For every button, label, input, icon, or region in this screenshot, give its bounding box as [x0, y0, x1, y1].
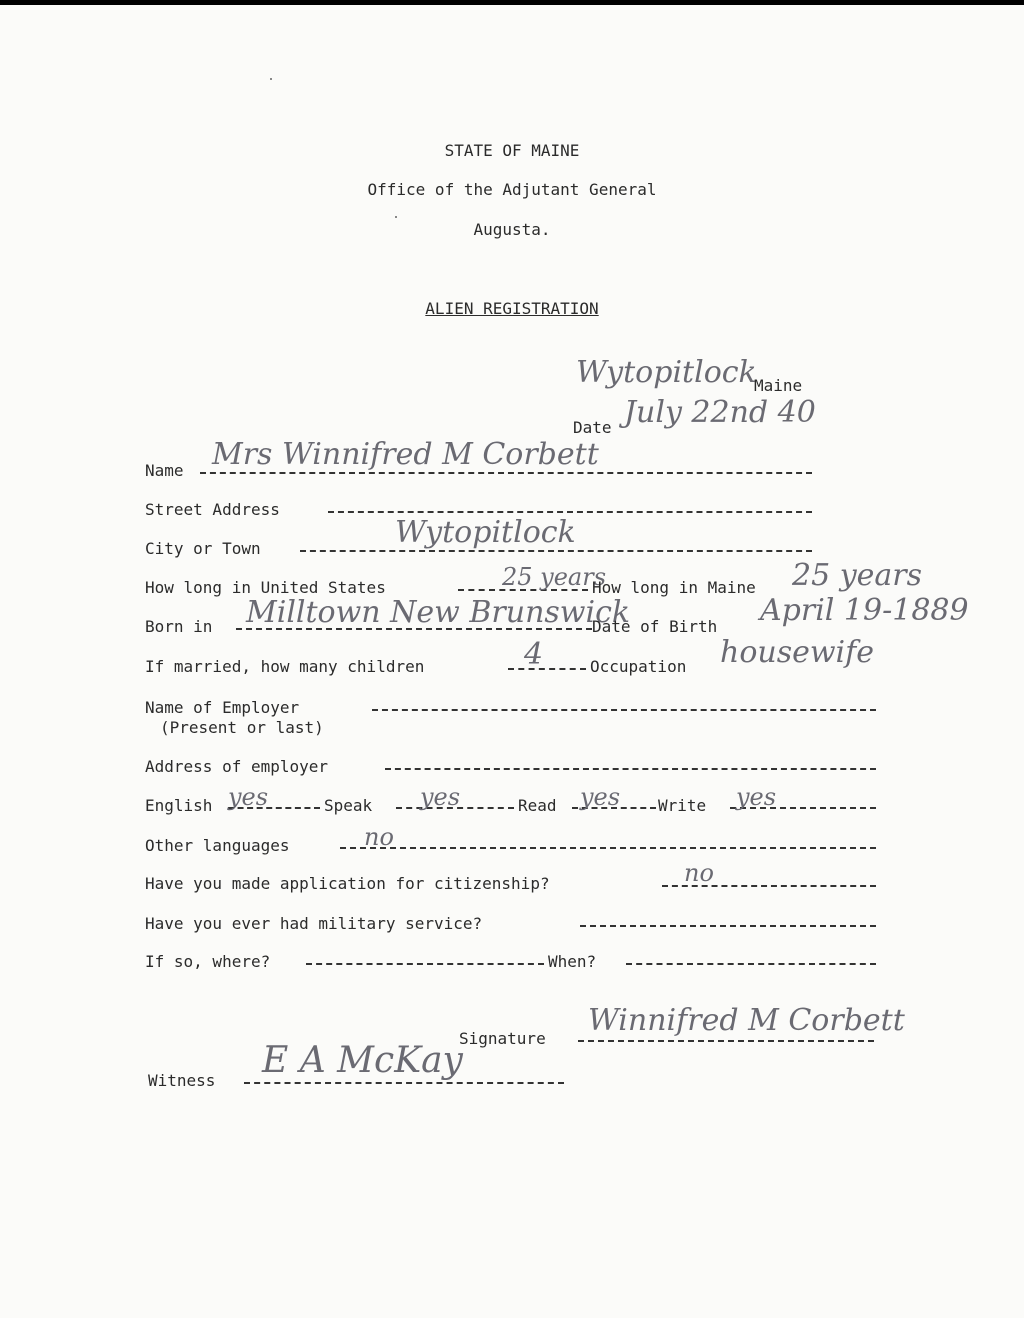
- us-duration-label: How long in United States: [145, 578, 386, 597]
- speak-value: yes: [420, 783, 461, 811]
- document-page: [0, 5, 1024, 1318]
- signature-line: [578, 1040, 874, 1042]
- signature-label: Signature: [459, 1029, 546, 1048]
- name-line: [200, 472, 812, 474]
- read-value: yes: [580, 783, 621, 811]
- born-label: Born in: [145, 617, 213, 636]
- witness-value: E A McKay: [262, 1040, 463, 1081]
- english-label: English: [145, 796, 213, 815]
- born-value: Milltown New Brunswick: [246, 595, 631, 630]
- place-value: Wytopitlock: [576, 355, 757, 390]
- children-line: [508, 668, 586, 670]
- employer-line: [372, 709, 876, 711]
- name-label: Name: [145, 461, 184, 480]
- city-label: City or Town: [145, 539, 261, 558]
- dob-value: April 19-1889: [760, 593, 969, 628]
- when-label: When?: [548, 952, 597, 971]
- english-value: yes: [228, 783, 269, 811]
- employer-sublabel: (Present or last): [160, 718, 324, 737]
- witness-label: Witness: [148, 1071, 216, 1090]
- where-label: If so, where?: [145, 952, 271, 971]
- city-value: Wytopitlock: [395, 515, 576, 550]
- other-languages-value: no: [364, 823, 394, 851]
- when-line: [626, 963, 876, 965]
- speck-mark: [395, 216, 397, 218]
- other-languages-line: [340, 847, 876, 849]
- military-line: [580, 925, 876, 927]
- maine-duration-value: 25 years: [792, 558, 923, 593]
- speak-label: Speak: [324, 796, 373, 815]
- dob-label: Date of Birth: [592, 617, 718, 636]
- state-heading: STATE OF MAINE: [444, 141, 580, 160]
- employer-label: Name of Employer: [145, 698, 300, 717]
- children-value: 4: [524, 637, 544, 672]
- other-languages-label: Other languages: [145, 836, 290, 855]
- write-value: yes: [736, 783, 777, 811]
- signature-value: Winnifred M Corbett: [588, 1003, 905, 1038]
- military-label: Have you ever had military service?: [145, 914, 483, 933]
- form-title: ALIEN REGISTRATION: [425, 299, 599, 318]
- date-label: Date: [573, 418, 612, 437]
- employer-address-line: [385, 768, 876, 770]
- employer-address-label: Address of employer: [145, 757, 329, 776]
- name-value: Mrs Winnifred M Corbett: [212, 437, 599, 472]
- speck-mark: [270, 78, 272, 80]
- occupation-value: housewife: [720, 635, 874, 670]
- witness-line: [244, 1082, 564, 1084]
- citizenship-label: Have you made application for citizenship?: [145, 874, 550, 893]
- where-line: [306, 963, 544, 965]
- office-heading: Office of the Adjutant General: [367, 180, 657, 199]
- children-label: If married, how many children: [145, 657, 425, 676]
- occupation-label: Occupation: [590, 657, 687, 676]
- date-value: July 22nd 40: [624, 395, 816, 430]
- street-label: Street Address: [145, 500, 280, 519]
- city-heading: Augusta.: [473, 220, 551, 239]
- city-line: [300, 550, 812, 552]
- place-suffix: Maine: [754, 376, 803, 395]
- read-label: Read: [518, 796, 557, 815]
- street-line: [328, 511, 812, 513]
- write-label: Write: [658, 796, 707, 815]
- maine-duration-label: How long in Maine: [592, 578, 756, 597]
- us-duration-value: 25 years: [502, 563, 607, 591]
- citizenship-value: no: [684, 859, 714, 887]
